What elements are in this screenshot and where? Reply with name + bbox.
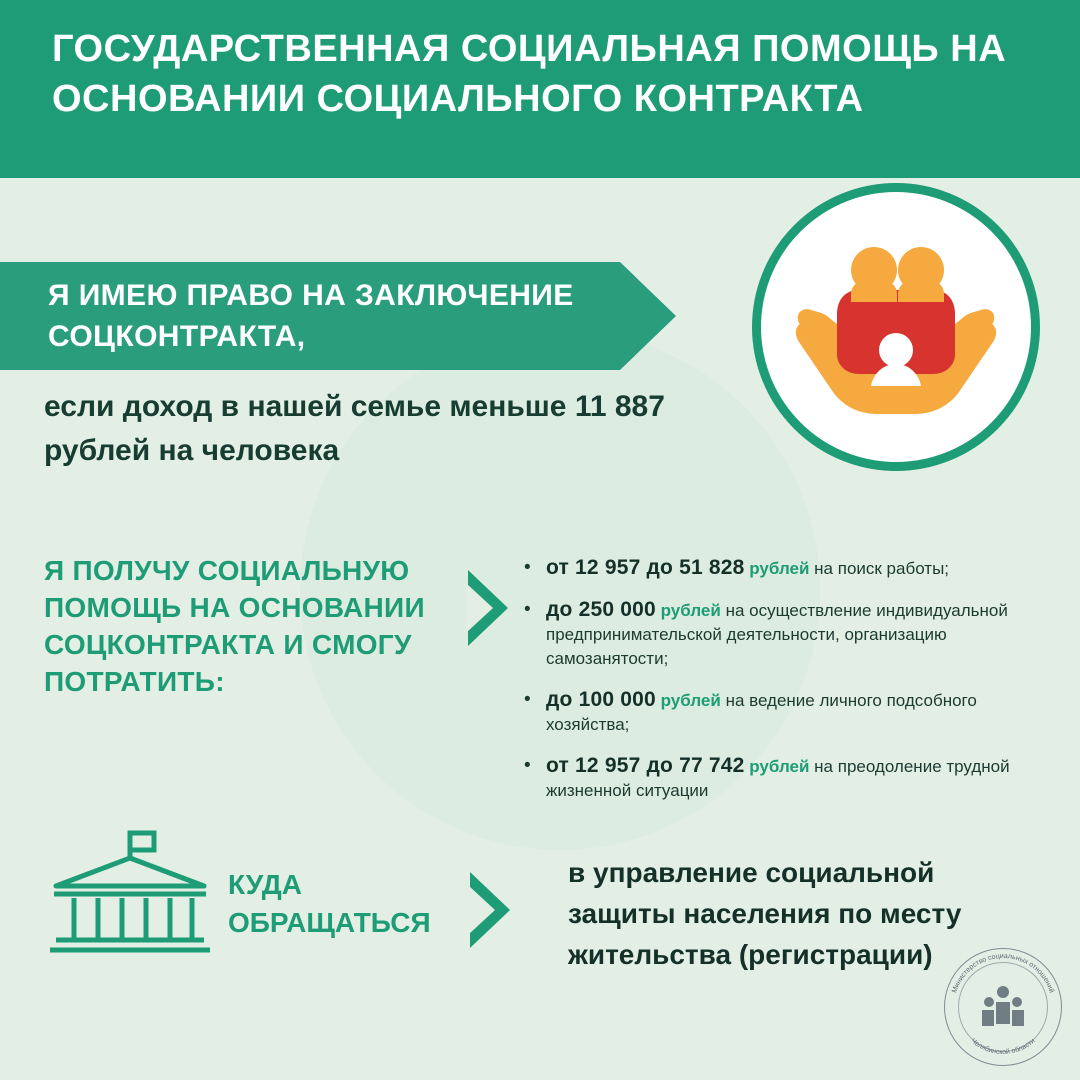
page-title: ГОСУДАРСТВЕННАЯ СОЦИАЛЬНАЯ ПОМОЩЬ НА ОСНОВАНИИ СОЦИАЛЬНОГО КОНТРАКТА bbox=[52, 28, 1007, 120]
payment-currency: рублей bbox=[660, 601, 721, 620]
payment-currency: рублей bbox=[749, 559, 810, 578]
payment-amount: от 12 957 до 51 828 bbox=[546, 556, 745, 579]
payment-currency: рублей bbox=[660, 691, 721, 710]
family-in-hands-emblem bbox=[752, 183, 1040, 471]
list-item bbox=[520, 754, 1060, 803]
eligibility-banner-label: Я ИМЕЮ ПРАВО НА ЗАКЛЮЧЕНИЕ СОЦКОНТРАКТА, bbox=[48, 279, 574, 353]
payment-amount: до 250 000 bbox=[546, 598, 656, 621]
family-hands-icon bbox=[781, 232, 1011, 422]
stamp-bottom-text: Челябинской области bbox=[969, 1037, 1037, 1057]
ministry-stamp bbox=[944, 948, 1062, 1066]
chevron-inner-cut bbox=[469, 886, 495, 934]
payment-purpose: на поиск работы; bbox=[814, 559, 950, 578]
payments-list bbox=[520, 556, 1060, 820]
where-to-apply-answer: в управление социальной защиты населения по месту жительства (регистрации) bbox=[568, 857, 962, 970]
payments-title: Я ПОЛУЧУ СОЦИАЛЬНУЮ ПОМОЩЬ НА ОСНОВАНИИ СОЦКОНТРАКТА И СМОГУ ПОТРАТИТЬ: bbox=[44, 555, 425, 697]
payment-purpose: на ведение личного подсобного хозяйства; bbox=[546, 691, 977, 734]
banner-arrow-icon bbox=[620, 262, 676, 370]
payment-purpose: на преодоление трудной жизненной ситуации bbox=[546, 757, 1010, 800]
eligibility-condition: если доход в нашей семье меньше 11 887 рублей на человека bbox=[44, 390, 665, 467]
stamp-family-glyph bbox=[982, 986, 1024, 1026]
stamp-top-text: Министерство социальных отношений bbox=[951, 952, 1055, 994]
chevron-right-icon-payments bbox=[468, 570, 508, 646]
payment-amount: до 100 000 bbox=[546, 688, 656, 711]
payment-purpose: на осуществление индивидуальной предпринимательской деятельности, организацию самозанятости; bbox=[546, 601, 1008, 668]
payment-currency: рублей bbox=[749, 757, 810, 776]
list-item bbox=[520, 556, 1060, 581]
list-item bbox=[520, 688, 1060, 737]
payment-amount: от 12 957 до 77 742 bbox=[546, 754, 745, 777]
chevron-inner-cut bbox=[467, 584, 493, 632]
header-band bbox=[0, 0, 1080, 178]
stamp-text bbox=[944, 948, 1062, 1066]
where-to-apply-title: КУДА ОБРАЩАТЬСЯ bbox=[228, 869, 431, 938]
svg-text:Челябинской области bbox=[970, 1037, 1037, 1056]
list-item bbox=[520, 598, 1060, 671]
government-building-icon bbox=[46, 828, 216, 968]
chevron-right-icon-where bbox=[470, 872, 510, 948]
